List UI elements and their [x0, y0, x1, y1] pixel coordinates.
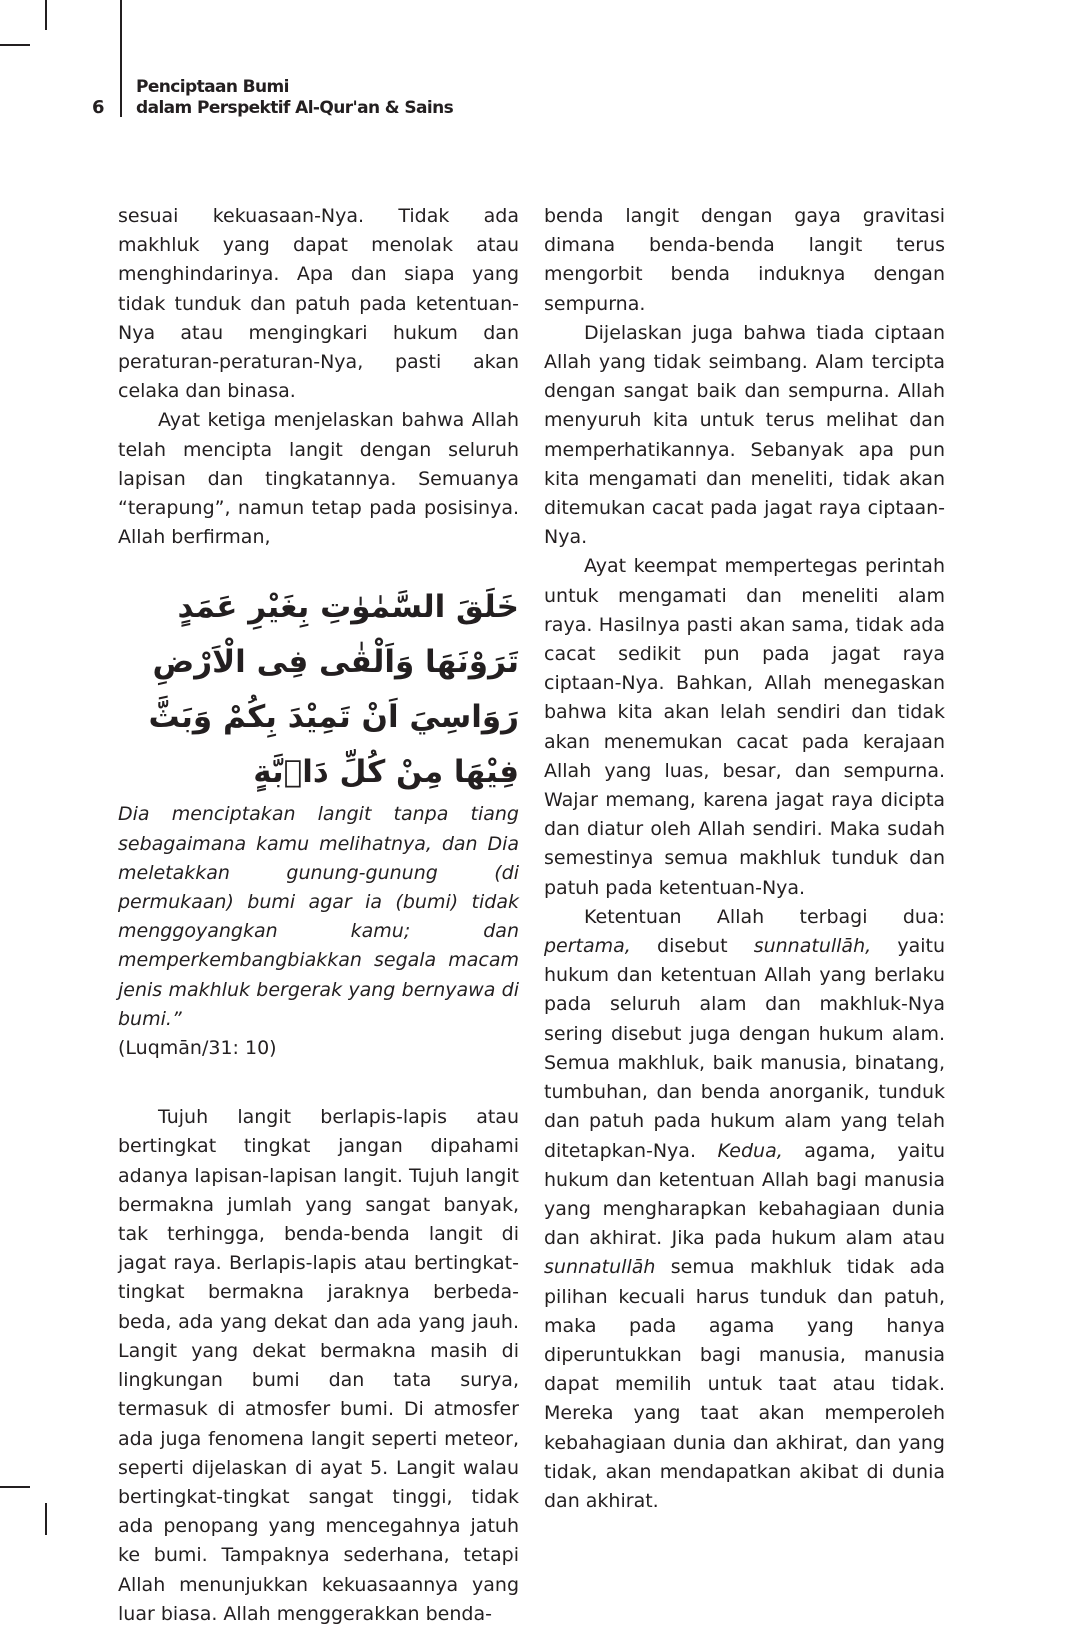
- crop-mark-bottom-vertical: [45, 1503, 47, 1535]
- paragraph: Ayat keempat mempertegas perintah untuk mengamati dan meneliti alam raya. Hasilnya pasti akan sama, tidak ada cacat sedikit pun pada jagat raya ciptaan-Nya. Bahkan, Allah menegaskan bahwa kita akan lelah sendiri dan tidak akan menemukan cacat pada kerajaan Allah yang luas, besar, dan sempurna. Wajar memang, karena jagat raya dicipta dan diatur oleh Allah sendiri. Maka sudah semestinya semua makhluk tunduk dan patuh pada ketentuan-Nya.: [544, 555, 945, 899]
- italic-term: sunnatullāh: [544, 1256, 656, 1279]
- verse-citation: (Luqmān/31: 10): [118, 1037, 277, 1060]
- arabic-verse: خَلَقَ السَّمٰوٰتِ بِغَيْرِ عَمَدٍ تَرَوْنَهَا وَاَلْقٰى فِى الْاَرْضِ رَوَاسِيَ اَنْ تَمِيْدَ بِكُمْ وَبَثَّ فِيْهَا مِنْ كُلِّ دَاۤبَّةٍ: [148, 589, 519, 791]
- right-column: [544, 202, 945, 1516]
- left-column: [118, 202, 519, 1629]
- text-run: semua makhluk tidak ada pilihan kecuali harus tunduk dan patuh, maka pada agama yang hanya diperuntukkan bagi manusia, manusia dapat memilih untuk taat atau tidak. Mereka yang taat akan memperoleh kebahagiaan dunia dan akhirat, dan yang tidak, akan mendapatkan akibat di dunia dan akhirat.: [544, 1256, 945, 1512]
- paragraph: benda langit dengan gaya gravitasi dimana benda-benda langit terus mengorbit benda induknya dengan sempurna.: [544, 205, 945, 315]
- italic-term: pertama,: [544, 935, 631, 958]
- paragraph: Tujuh langit berlapis-lapis atau bertingkat tingkat jangan dipahami adanya lapisan-lapisan langit. Tujuh langit bermakna jumlah yang sangat banyak, tak terhingga, benda-benda langit di jagat raya. Berlapis-lapis atau bertingkat-tingkat bermakna jaraknya berbeda-beda, ada yang dekat dan ada yang jauh. Langit yang dekat bermakna masih di lingkungan bumi dan tata surya, termasuk di atmosfer bumi. Di atmosfer ada juga fenomena langit seperti meteor, seperti dijelaskan di ayat 5. Langit walau bertingkat-tingkat sangat tinggi, tidak ada penopang yang mencegahnya jatuh ke bumi. Tampaknya sederhana, tetapi Allah menunjukkan kekuasaannya yang luar biasa. Allah menggerakkan benda-: [118, 1106, 519, 1625]
- italic-term: Kedua,: [717, 1139, 783, 1162]
- page-number: 6: [92, 97, 105, 118]
- crop-mark-bottom-horizontal: [0, 1486, 30, 1488]
- crop-mark-top-vertical: [45, 0, 47, 30]
- running-head-line-1: Penciptaan Bumi: [136, 77, 289, 97]
- text-run: Ketentuan Allah terbagi dua:: [584, 905, 945, 928]
- verse-translation: Dia menciptakan langit tanpa tiang sebagaimana kamu melihatnya, dan Dia meletakkan gunung-gunung (di permukaan) bumi agar ia (bumi) tidak menggoyangkan kamu; dan memperkembangbiakkan segala macam jenis makhluk bergerak yang bernyawa di bumi.”: [118, 803, 519, 1030]
- running-head: [136, 77, 453, 119]
- paragraph: Ayat ketiga menjelaskan bahwa Allah telah mencipta langit dengan seluruh lapisan dan tingkatannya. Semuanya “terapung”, namun tetap pada posisinya. Allah berfirman,: [118, 409, 519, 549]
- text-run: yaitu hukum dan ketentuan Allah yang berlaku pada seluruh alam dan makhluk-Nya sering disebut juga dengan hukum alam. Semua makhluk, baik manusia, binatang, tumbuhan, dan benda anorganik, tunduk dan patuh pada hukum alam yang telah ditetapkan-Nya.: [544, 935, 945, 1162]
- crop-mark-top-horizontal: [0, 44, 30, 46]
- text-run: disebut: [630, 935, 754, 958]
- italic-term: sunnatullāh,: [753, 935, 872, 958]
- text-run: agama, yaitu hukum dan ketentuan Allah bagi manusia yang mengharapkan kebahagiaan dunia dan akhirat. Jika pada hukum alam atau: [544, 1139, 945, 1250]
- paragraph: Dijelaskan juga bahwa tiada ciptaan Allah yang tidak seimbang. Alam tercipta dengan sangat baik dan sempurna. Allah menyuruh kita untuk terus melihat dan memperhatikannya. Sebanyak apa pun kita mengamati dan meneliti, tidak akan ditemukan cacat pada jagat raya ciptaan-Nya.: [544, 321, 945, 549]
- paragraph: [544, 903, 945, 1516]
- running-head-line-2: dalam Perspektif Al-Qur'an & Sains: [136, 98, 454, 118]
- header-rule: [120, 0, 122, 117]
- paragraph: sesuai kekuasaan-Nya. Tidak ada makhluk yang dapat menolak atau menghindarinya. Apa dan siapa yang tidak tunduk dan patuh pada ketentuan-Nya atau mengingkari hukum dan peraturan-peraturan-Nya, pasti akan celaka dan binasa.: [118, 205, 519, 403]
